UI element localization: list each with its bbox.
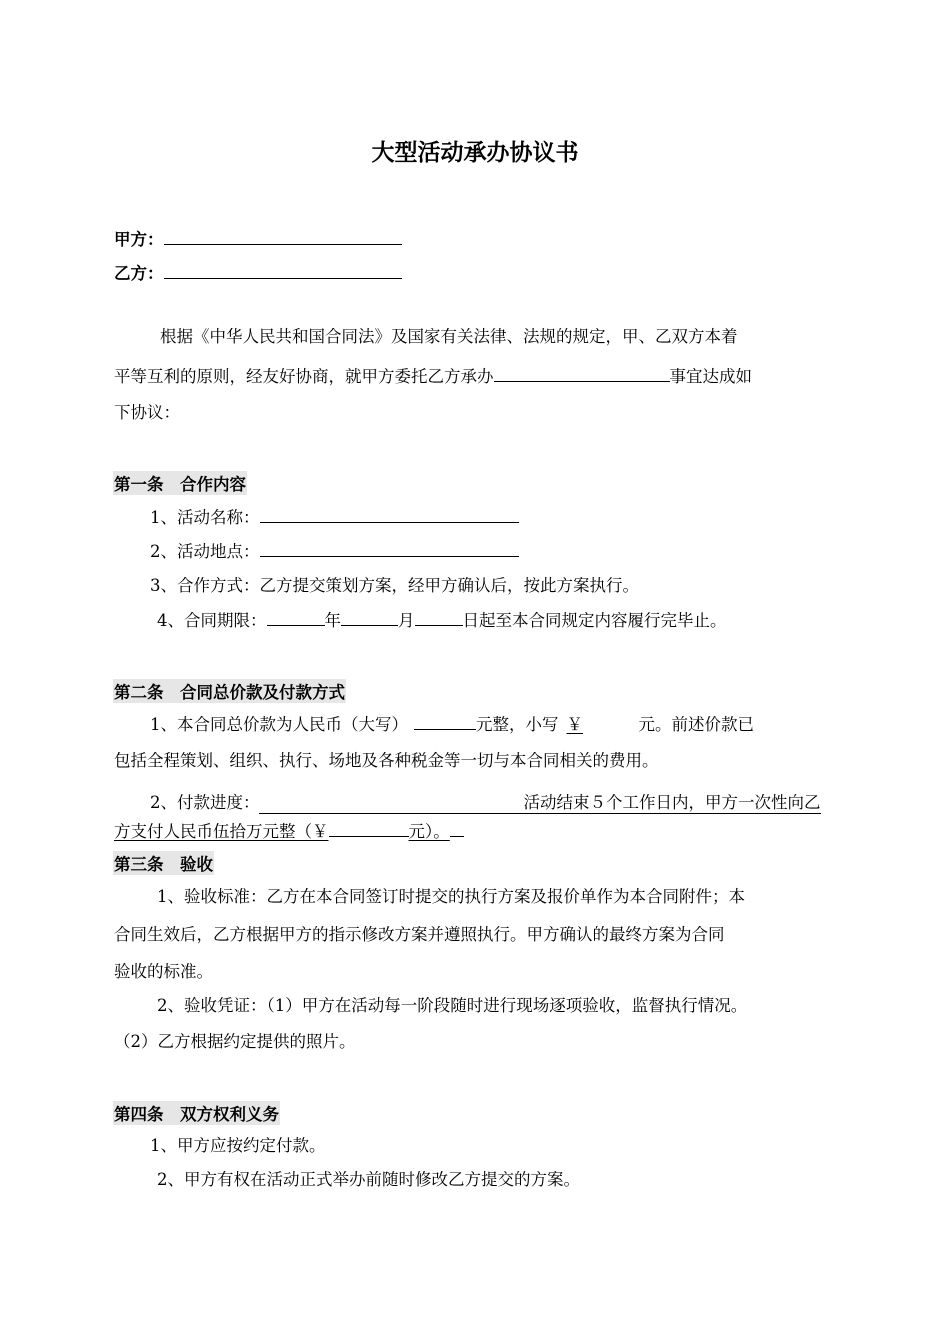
payment-amount-blank[interactable]	[329, 821, 409, 837]
article3-item2-line1: 2、验收凭证：（1）甲方在活动每一阶段随时进行现场逐项验收，监督执行情况。	[157, 996, 748, 1015]
article2-item2-line2	[114, 821, 464, 842]
price-mid: 元整，小写	[476, 715, 559, 734]
payment-amount-post: 元）。	[408, 822, 450, 841]
activity-name-label: 1、活动名称：	[150, 508, 260, 527]
preamble-line2-post: 事宜达成如	[669, 367, 752, 386]
preamble-line2	[114, 366, 752, 387]
article4-item2: 2、甲方有权在活动正式举办前随时修改乙方提交的方案。	[157, 1170, 580, 1189]
article3-heading: 第三条 验收	[113, 851, 214, 875]
article1-item1	[150, 507, 519, 528]
article1-item4	[157, 610, 727, 631]
article2-item2-line1	[150, 793, 822, 814]
party-b-row	[114, 260, 402, 284]
party-a-label: 甲方：	[114, 230, 164, 249]
price-capital-blank[interactable]	[414, 714, 476, 730]
preamble-line1: 根据《中华人民共和国合同法》及国家有关法律、法规的规定，甲、乙双方本着	[160, 327, 738, 346]
party-b-label: 乙方：	[114, 264, 164, 283]
article3-item1-line3: 验收的标准。	[114, 962, 213, 981]
article3-item1-line2: 合同生效后，乙方根据甲方的指示修改方案并遵照执行。甲方确认的最终方案为合同	[114, 925, 725, 944]
party-a-blank[interactable]	[164, 229, 402, 245]
article1-heading: 第一条 合作内容	[113, 471, 247, 495]
article3-item1-line1: 1、验收标准：乙方在本合同签订时提交的执行方案及报价单作为本合同附件；本	[157, 887, 745, 906]
activity-name-blank[interactable]	[260, 507, 519, 523]
payment-schedule-text: 活动结束５个工作日内，甲方一次性向乙	[523, 793, 821, 812]
event-blank[interactable]	[494, 366, 670, 382]
article2-heading: 第二条 合同总价款及付款方式	[113, 679, 346, 703]
article2-item1-line1	[150, 714, 754, 735]
payment-amount-text: 方支付人民币伍拾万元整（￥	[114, 822, 329, 841]
term-label: 4、合同期限：	[157, 611, 267, 630]
term-day-blank[interactable]	[415, 610, 463, 626]
article1-item3: 3、合作方式：乙方提交策划方案，经甲方确认后，按此方案执行。	[150, 576, 639, 595]
activity-location-blank[interactable]	[260, 541, 519, 557]
article4-heading: 第四条 双方权利义务	[113, 1101, 280, 1125]
price-number-blank[interactable]: ￥	[566, 715, 583, 734]
article3-item2-line2: （2）乙方根据约定提供的照片。	[114, 1032, 356, 1051]
term-year-label: 年	[324, 611, 341, 630]
article4-item1: 1、甲方应按约定付款。	[150, 1136, 326, 1155]
activity-location-label: 2、活动地点：	[150, 542, 260, 561]
preamble-line3: 下协议：	[114, 403, 180, 422]
document-title: 大型活动承办协议书	[371, 140, 579, 166]
price-label: 1、本合同总价款为人民币（大写）	[150, 715, 408, 734]
term-year-blank[interactable]	[267, 610, 325, 626]
term-month-blank[interactable]	[341, 610, 398, 626]
payment-schedule-field[interactable]	[259, 793, 821, 814]
article2-item1-line2: 包括全程策划、组织、执行、场地及各种税金等一切与本合同相关的费用。	[114, 751, 659, 770]
article1-item2	[150, 541, 519, 562]
party-a-row	[114, 226, 402, 250]
preamble-line2-pre: 平等互利的原则，经友好协商，就甲方委托乙方承办	[114, 367, 494, 386]
payment-label: 2、付款进度：	[150, 793, 260, 812]
term-month-label: 月	[398, 611, 415, 630]
party-b-blank[interactable]	[164, 263, 402, 279]
term-day-post: 日起至本合同规定内容履行完毕止。	[462, 611, 727, 630]
price-post: 元。前述价款已	[638, 715, 754, 734]
